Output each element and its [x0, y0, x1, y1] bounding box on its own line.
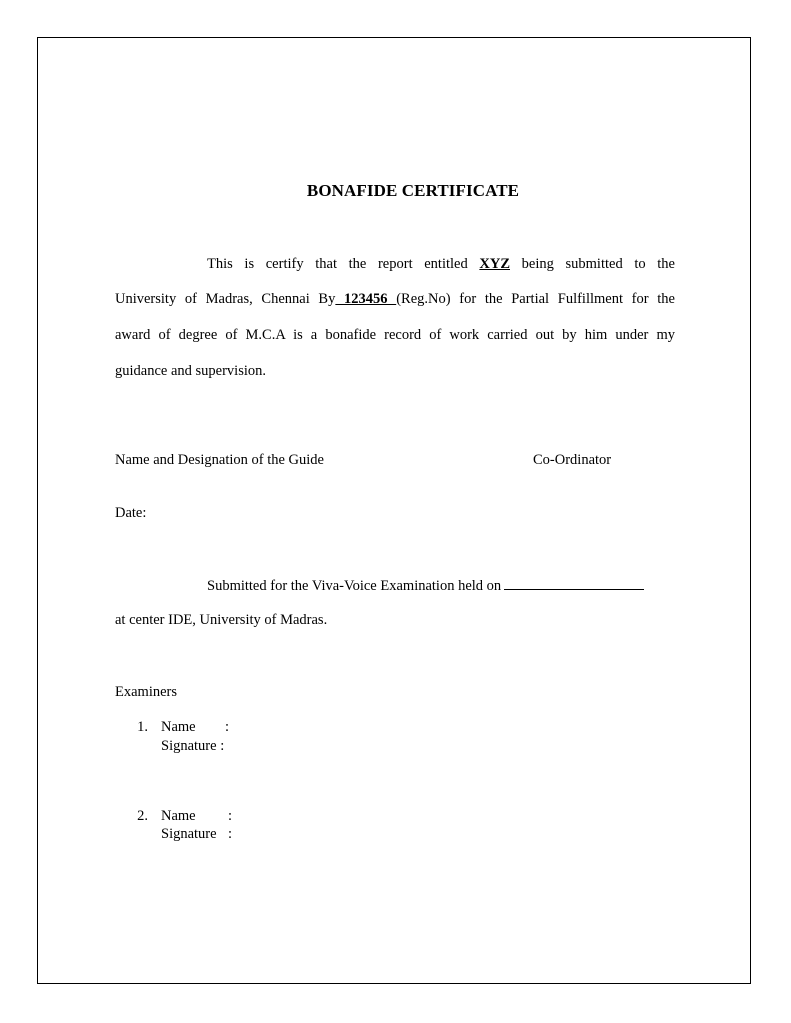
report-title: XYZ — [479, 256, 510, 272]
paragraph-line-3: award of degree of M.C.A is a bonafide record of work carried out by him under my — [115, 327, 675, 343]
paragraph-text: This is certify that the report entitled — [207, 256, 480, 272]
examiner-signature-label: Signature — [161, 826, 217, 842]
examiner-name-colon: : — [228, 808, 233, 824]
examiner-name-colon: : — [225, 719, 230, 735]
examiner-number: 1. — [137, 719, 148, 735]
coordinator-label: Co-Ordinator — [533, 452, 612, 468]
viva-text: Submitted for the Viva-Voice Examination held on — [207, 578, 502, 594]
examiner-name-label: Name — [161, 719, 196, 735]
paragraph-line-2 — [115, 290, 675, 308]
paragraph-text: University of Madras, Chennai By — [115, 291, 336, 307]
reg-no: 123456 — [335, 291, 397, 307]
paragraph-line-1 — [207, 255, 675, 273]
viva-date-blank — [504, 576, 644, 590]
viva-line-2: at center IDE, University of Madras. — [115, 612, 328, 628]
examiner-number: 2. — [137, 808, 148, 824]
certificate-title: BONAFIDE CERTIFICATE — [306, 181, 520, 200]
paragraph-line-4: guidance and supervision. — [115, 363, 267, 379]
paragraph-text: (Reg.No) for the Partial Fulfillment for the — [396, 291, 675, 307]
examiner-signature-colon: : — [228, 826, 233, 842]
guide-label: Name and Designation of the Guide — [115, 452, 324, 468]
examiners-heading: Examiners — [115, 684, 178, 700]
paragraph-text: being submitted to the — [510, 256, 675, 272]
examiner-signature-label: Signature : — [161, 738, 225, 754]
examiner-name-label: Name — [161, 808, 196, 824]
date-label: Date: — [115, 505, 147, 521]
viva-line-1 — [207, 576, 644, 595]
